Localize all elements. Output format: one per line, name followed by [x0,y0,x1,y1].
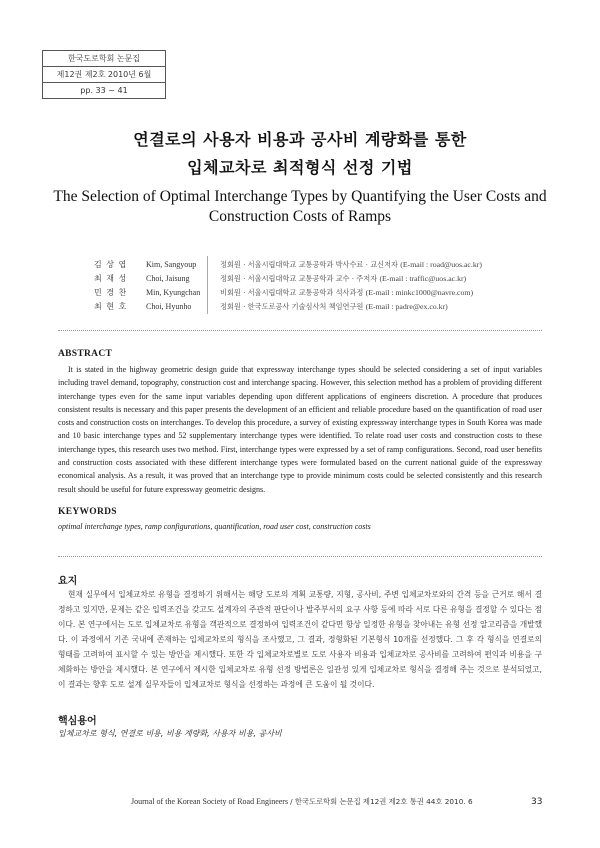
author-email: (E-mail : road@uos.ac.kr) [400,260,482,269]
author-name-en: Choi, Hyunho [146,302,192,311]
author-name-en: Min, Kyungchan [146,288,201,297]
yoji-heading: 요지 [58,576,78,587]
author-row [94,272,482,286]
keywords-text: optimal interchange types, ramp configurations, quantification, road user cost, construction costs [58,522,371,531]
affiliation-text: 정회원 · 서울시립대학교 교통공학과 교수 · 주저자 [220,274,378,283]
author-affiliation [206,258,482,272]
author-row [94,258,482,272]
author-name-en: Choi, Jaisung [146,274,190,283]
affiliation-text: 정회원 · 서울시립대학교 교통공학과 박사수료 · 교신저자 [220,260,398,269]
korean-title-line1: 연결로의 사용자 비용과 공사비 계량화를 통한 [133,130,467,149]
author-name-en: Kim, Sangyoup [146,260,197,269]
author-row [94,286,482,300]
author-email: (E-mail : padre@ex.co.kr) [365,302,448,311]
page-number: 33 [531,797,543,807]
yoji-text: 현재 실무에서 입체교차로 유형을 결정하기 위해서는 해당 도로의 계획 교통량, 지형, 공사비, 주변 입체교차로와의 간격 등을 근거로 해서 결정하고 있지만, 문제는 같은 입력조건을 갖고도 설계자의 주관적 판단이나 발주부서의 요구 사항 등에 따라 서로 다른 유형을 결정할 수 있다는 점이다. 본 연구에서는 도로 입체교차로 유형을 객관적으로 결정하여 입력조건이 같다면 항상 일정한 유형을 찾아내는 유형 선정 알고리즘을 개발했다. 이 과정에서 기존 국내에 존재하는 입체교차로의 형식을 조사했고, 그 결과, 정형화된 기본형식 10개를 선정했다. 그 후 각 형식을 연결로의 형태를 고려하여 표시할 수 있는 방안을 제시했다. 또한 각 입체교차로별로 도로 사용자 비용과 입체교차로 공사비를 고려하여 편익과 비용을 구체화하는 방안을 제시했다. 본 연구에서 제시한 입체교차로 유형 선정 방법론은 일관성 있게 입체교차로 형식을 결정해 주는 것으로 분석되었고, 이 결과는 향후 도로 설계 실무자들이 입체교차로 형식을 선정하는 과정에 큰 도움이 될 것이다. [58,590,542,690]
author-affiliation [206,272,466,286]
journal-name: 한국도로학회 논문집 [67,54,141,63]
author-name-ko: 최 현 호 [94,302,128,311]
section-divider [58,330,542,331]
english-title-line2: Construction Costs of Ramps [208,208,392,225]
author-name-ko: 김 상 엽 [94,260,128,269]
author-row [94,300,482,314]
author-affiliation [206,286,473,300]
section-divider [58,556,542,557]
core-keywords-text: 입체교차로 형식, 연결로 비용, 비용 계량화, 사용자 비용, 공사비 [58,729,282,738]
footer-journal-en: Journal of the Korean Society of Road Engineers [131,797,289,806]
author-email: (E-mail : minkc1000@navre.com) [365,288,474,297]
journal-info-box [42,50,166,99]
author-list [94,258,482,314]
abstract-heading: ABSTRACT [58,349,113,359]
author-name-ko: 최 재 성 [94,274,128,283]
abstract-text: It is stated in the highway geometric design guide that expressway interchange types should be selected considering a set of input variables including travel demand, topography, construction cost and interchange spacing. However, this selection method has a problem of providing different interchange types even for the same input variables depending upon different applications of engineers discretion. A procedure that produces consistent results is necessary and this paper presents the development of an efficient and reliable procedure based on the quantification of road user costs and construction costs on interchanges. To develop this procedure, a survey of existing expressway interchange types in South Korea was made and 10 basic interchange types and 52 supplementary interchange types were identified. To relate road user costs and construction costs to these interchange types, this research uses two method. First, interchange types were expressed by a set of ramp configurations. Second, road user benefits and construction costs associated with these different interchange types were formulated based on the current national guide of the expressway economical analysis. As a result, it was proved that an interchange type to provide minimum costs could be selected consistently and this research result should be useful for future expressway geometric designs. [58,365,542,494]
footer-journal [131,797,473,807]
author-affiliation [206,300,448,314]
affiliation-text: 정회원 · 한국도로공사 기술심사처 책임연구원 [220,302,364,311]
footer-journal-ko: / 한국도로학회 논문집 제12권 제2호 통권 44호 2010. 6 [290,797,473,806]
core-keywords-heading: 핵심용어 [58,716,97,727]
keywords-heading: KEYWORDS [58,507,117,517]
journal-volume: 제12권 제2호 2010년 6월 [43,66,165,82]
author-name-ko: 민 경 찬 [94,288,128,297]
journal-pages: pp. 33 ~ 41 [43,82,165,98]
english-title-line1: The Selection of Optimal Interchange Types by Quantifying the User Costs and [53,188,547,205]
affiliation-text: 비회원 · 서울시립대학교 교통공학과 석사과정 [220,288,364,297]
author-email: (E-mail : traffic@uos.ac.kr) [379,274,467,283]
korean-title-line2: 입체교차로 최적형식 선정 기법 [187,158,413,177]
